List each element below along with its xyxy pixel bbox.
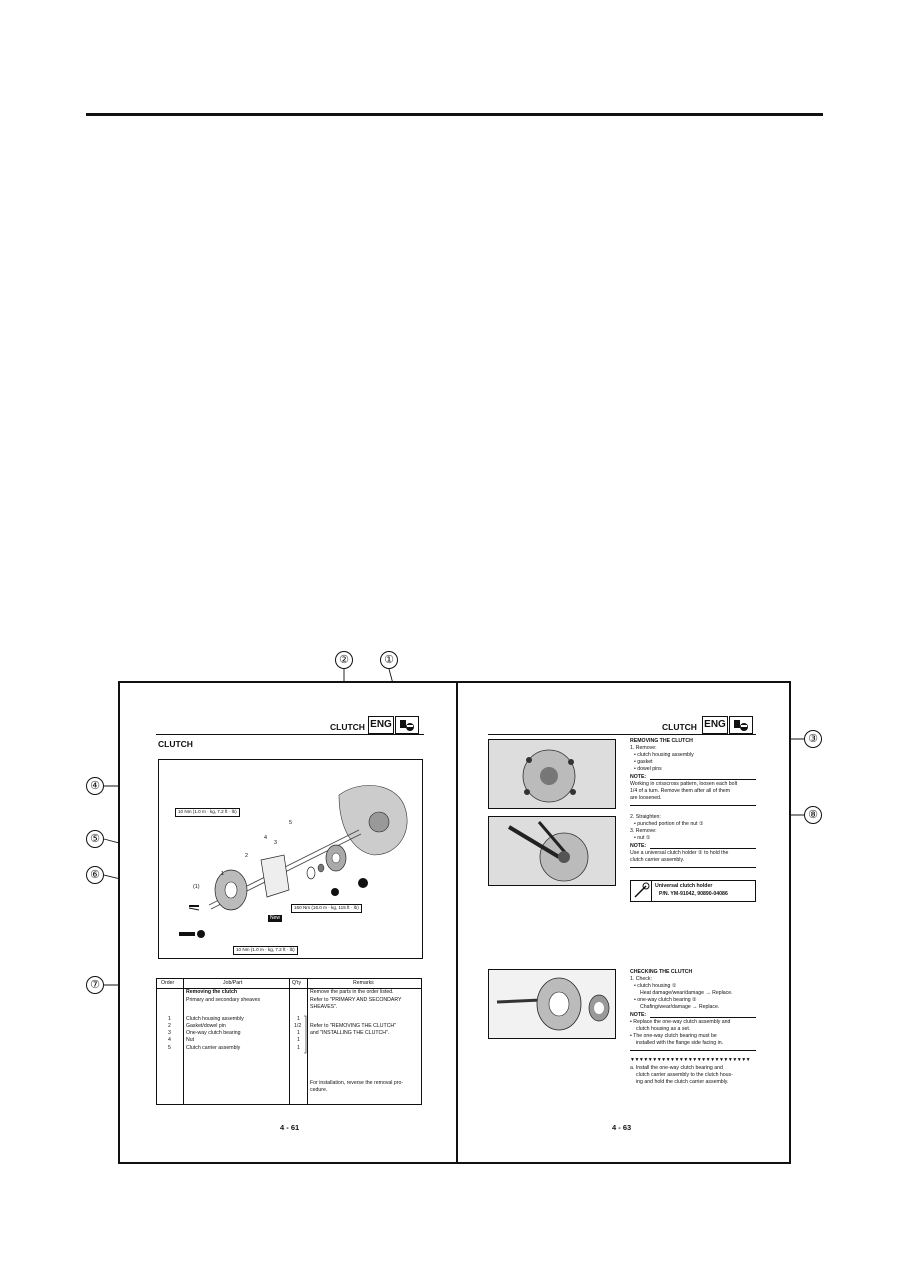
row-5-qty: 1 <box>297 1045 300 1051</box>
left-section-title: CLUTCH <box>158 739 193 749</box>
row-sub-job: Primary and secondary sheaves <box>186 997 261 1003</box>
row-3-job: One-way clutch bearing <box>186 1030 241 1036</box>
install-line-1: a. Install the one-way clutch bearing and <box>630 1065 723 1071</box>
tool-part-number: P/N. YM-91042, 90890-04086 <box>659 891 728 897</box>
callout-8: ⑧ <box>804 806 822 824</box>
checking-note-line-3: • The one-way clutch bearing must be <box>630 1033 717 1039</box>
row-1-order: 1 <box>168 1016 171 1022</box>
photo-clutch-holder <box>488 816 616 886</box>
checking-note-label: NOTE: <box>630 1012 647 1018</box>
removing-step2-item: • punched portion of the nut ① <box>634 821 704 827</box>
left-eng-badge: ENG <box>368 716 394 734</box>
callout-4: ④ <box>86 777 104 795</box>
left-header-title: CLUTCH <box>330 722 365 732</box>
removing-note2-line-2: clutch carrier assembly. <box>630 857 685 863</box>
left-wrench-icon <box>395 716 419 734</box>
removing-step3-item: • nut ① <box>634 835 651 841</box>
callout-1: ① <box>380 651 398 669</box>
exploded-diagram <box>158 759 423 959</box>
row-sub-remark-2: SHEAVES". <box>310 1004 338 1010</box>
right-header-rule <box>488 734 756 735</box>
row-title-job: Removing the clutch <box>186 989 238 995</box>
note-rule-6 <box>630 1050 756 1051</box>
row-4-order: 4 <box>168 1037 171 1043</box>
removing-step3: 3. Remove: <box>630 828 657 834</box>
row-2-order: 2 <box>168 1023 171 1029</box>
note-rule-5 <box>650 1017 756 1018</box>
th-qty: Q'ty <box>292 980 302 986</box>
removing-note-line-2: 1/4 of a turn. Remove them after all of them <box>630 788 731 794</box>
removing-item-2: • gasket <box>634 759 653 765</box>
row-1-qty: 1 <box>297 1016 300 1022</box>
removing-step1: 1. Remove: <box>630 745 657 751</box>
special-tool-box <box>630 880 756 902</box>
checking-note-line-2: clutch housing as a set. <box>636 1026 691 1032</box>
row-title-remark: Remove the parts in the order listed. <box>310 989 394 995</box>
removing-note-label: NOTE: <box>630 774 647 780</box>
page-divider <box>456 683 458 1162</box>
checking-line-3: • one-way clutch bearing ② <box>634 997 697 1003</box>
note-rule-4 <box>630 867 756 868</box>
row-3-qty: 1 <box>297 1030 300 1036</box>
checking-line-2: Heat damage/wear/damage → Replace. <box>640 990 733 996</box>
part-num-3: 3 <box>274 840 277 846</box>
right-wrench-icon <box>729 716 753 734</box>
torque-spec-3: 10 Nm (1.0 m · kg, 7.2 ft · lb) <box>233 946 298 955</box>
removing-note2-line-1: Use a universal clutch holder ② to hold the <box>630 850 729 856</box>
part-num-1: 1 <box>221 871 224 877</box>
ref-remark-1: Refer to "REMOVING THE CLUTCH" <box>310 1023 397 1029</box>
checking-step1: 1. Check: <box>630 976 652 982</box>
install-line-2: clutch carrier assembly to the clutch hous- <box>636 1072 733 1078</box>
job-part-table <box>156 978 422 1105</box>
row-2-qty: 1/2 <box>294 1023 302 1029</box>
row-4-qty: 1 <box>297 1037 300 1043</box>
left-header-rule <box>156 734 424 735</box>
manual-spread <box>118 681 791 1164</box>
th-order: Order <box>161 980 175 986</box>
callout-7: ⑦ <box>86 976 104 994</box>
removing-item-3: • dowel pins <box>634 766 662 772</box>
callout-3: ③ <box>804 730 822 748</box>
th-remarks: Remarks <box>353 980 374 986</box>
triangle-row: ▼▼▼▼▼▼▼▼▼▼▼▼▼▼▼▼▼▼▼▼▼▼▼▼▼▼▼ <box>630 1057 751 1063</box>
part-num-5: 5 <box>289 820 292 826</box>
part-num-2: 2 <box>245 853 248 859</box>
row-2-job: Gasket/dowel pin <box>186 1023 226 1029</box>
callout-6: ⑥ <box>86 866 104 884</box>
note-rule-3 <box>650 848 756 849</box>
part-num-4: 4 <box>264 835 267 841</box>
torque-spec-2: 160 Nm (16.0 m · kg, 115 ft · lb) <box>291 904 362 913</box>
install-remark-1: For installation, reverse the removal pro- <box>310 1080 404 1086</box>
clutch-exploded-drawing <box>159 760 422 958</box>
callout-5: ⑤ <box>86 830 104 848</box>
callout-2: ② <box>335 651 353 669</box>
torque-spec-1: 10 Nm (1.0 m · kg, 7.2 ft · lb) <box>175 808 240 817</box>
th-job: Job/Part <box>223 980 243 986</box>
checking-line-1: • clutch housing ① <box>634 983 677 989</box>
row-1-job: Clutch housing assembly <box>186 1016 244 1022</box>
checking-title: CHECKING THE CLUTCH <box>630 969 693 975</box>
photo-clutch-housing <box>488 739 616 809</box>
removing-note-line-1: Working in crisscross pattern, loosen each bolt <box>630 781 738 787</box>
row-5-order: 5 <box>168 1045 171 1051</box>
row-3-order: 3 <box>168 1030 171 1036</box>
removing-step2: 2. Straighten: <box>630 814 661 820</box>
left-page-number: 4 - 61 <box>280 1123 300 1132</box>
photo-clutch-parts <box>488 969 616 1039</box>
note-rule-2 <box>630 805 756 806</box>
part-num-1-paren: (1) <box>193 884 200 890</box>
checking-note-line-4: installed with the flange side facing in. <box>636 1040 724 1046</box>
row-4-job: Nut <box>186 1037 195 1043</box>
row-sub-remark-1: Refer to "PRIMARY AND SECONDARY <box>310 997 402 1003</box>
row-5-job: Clutch carrier assembly <box>186 1045 241 1051</box>
removing-item-1: • clutch housing assembly <box>634 752 694 758</box>
install-remark-2: cedure. <box>310 1087 328 1093</box>
right-page-number: 4 - 63 <box>612 1123 632 1132</box>
install-line-3: ing and hold the clutch carrier assembly. <box>636 1079 729 1085</box>
checking-note-line-1: • Replace the one-way clutch assembly and <box>630 1019 731 1025</box>
checking-line-4: Chafing/wear/damage → Replace. <box>640 1004 720 1010</box>
tool-name: Universal clutch holder <box>655 883 713 889</box>
new-part-badge: New <box>270 915 281 921</box>
removing-title: REMOVING THE CLUTCH <box>630 738 693 744</box>
ref-remark-2: and "INSTALLING THE CLUTCH". <box>310 1030 390 1036</box>
tool-icon <box>631 881 652 901</box>
note-rule-1 <box>650 779 756 780</box>
right-header-title: CLUTCH <box>662 722 697 732</box>
right-eng-badge: ENG <box>702 716 728 734</box>
removing-note-line-3: are loosened. <box>630 795 662 801</box>
removing-note2-label: NOTE: <box>630 843 647 849</box>
